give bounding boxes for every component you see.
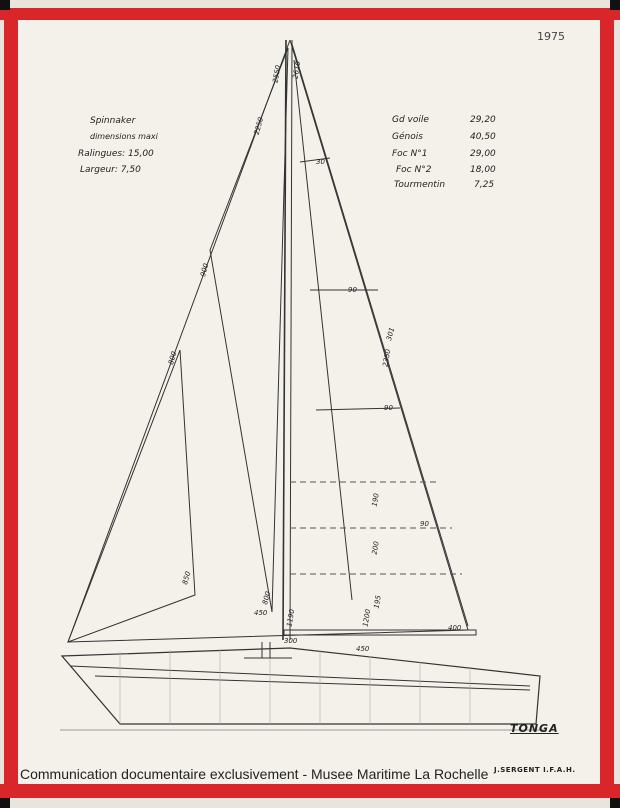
sail-area: 29,00 [470, 149, 496, 159]
genoa-outline [68, 40, 468, 642]
dimension-label: 800 [167, 350, 179, 366]
sail-name: Foc N°2 [396, 165, 432, 175]
spinnaker-title: Spinnaker [90, 116, 136, 126]
dimension-label: 90 [420, 520, 429, 528]
dimension-label: 450 [254, 609, 268, 617]
dimension-label: 400 [448, 624, 462, 632]
sail-name: Gd voile [392, 115, 429, 125]
dimension-label: 195 [372, 594, 383, 610]
storm-jib-outline [68, 350, 195, 642]
year-annotation: 1975 [537, 30, 565, 43]
dimension-label: 2610 [291, 60, 303, 80]
sail-area: 40,50 [470, 132, 496, 142]
dimension-label: 450 [356, 645, 370, 653]
spinnaker-subtitle: dimensions maxi [90, 132, 158, 141]
spinnaker-ralingues: Ralingues: 15,00 [78, 149, 154, 159]
dimension-label: 90 [384, 404, 393, 412]
dimension-label: 1200 [361, 608, 373, 628]
dimension-label: 900 [199, 262, 211, 278]
sail-name: Foc N°1 [392, 149, 428, 159]
jib-outline [210, 48, 288, 612]
hull-outline [62, 648, 540, 724]
watermark-text: Communication documentaire exclusivement - Musee Maritime La Rochelle [20, 766, 489, 782]
dimension-label: 300 [284, 637, 298, 645]
designer-credit: J.SERGENT I.F.A.H. [494, 766, 576, 774]
dimension-label: 200 [370, 540, 381, 556]
sail-name: Génois [392, 132, 423, 142]
boat-name: TONGA [510, 722, 559, 735]
spinnaker-largeur: Largeur: 7,50 [80, 165, 141, 175]
mainsail-leech [294, 60, 352, 600]
sail-name: Tourmentin [394, 180, 446, 190]
dimension-label: 1190 [285, 608, 297, 628]
dimension-label: 30 [316, 158, 325, 166]
sail-area: 29,20 [470, 115, 496, 125]
dimension-label: 190 [370, 492, 381, 508]
dimension-label: 90 [348, 286, 357, 294]
dimension-label: 800 [261, 590, 273, 606]
dimension-label: 2550 [271, 64, 283, 84]
dimension-label: 2350 [381, 348, 393, 368]
dimension-label: 2250 [252, 116, 266, 136]
dimension-label: 850 [181, 570, 193, 586]
sail-area: 18,00 [470, 165, 496, 175]
sail-area: 7,25 [474, 180, 495, 190]
dimension-label: 301 [385, 326, 397, 342]
